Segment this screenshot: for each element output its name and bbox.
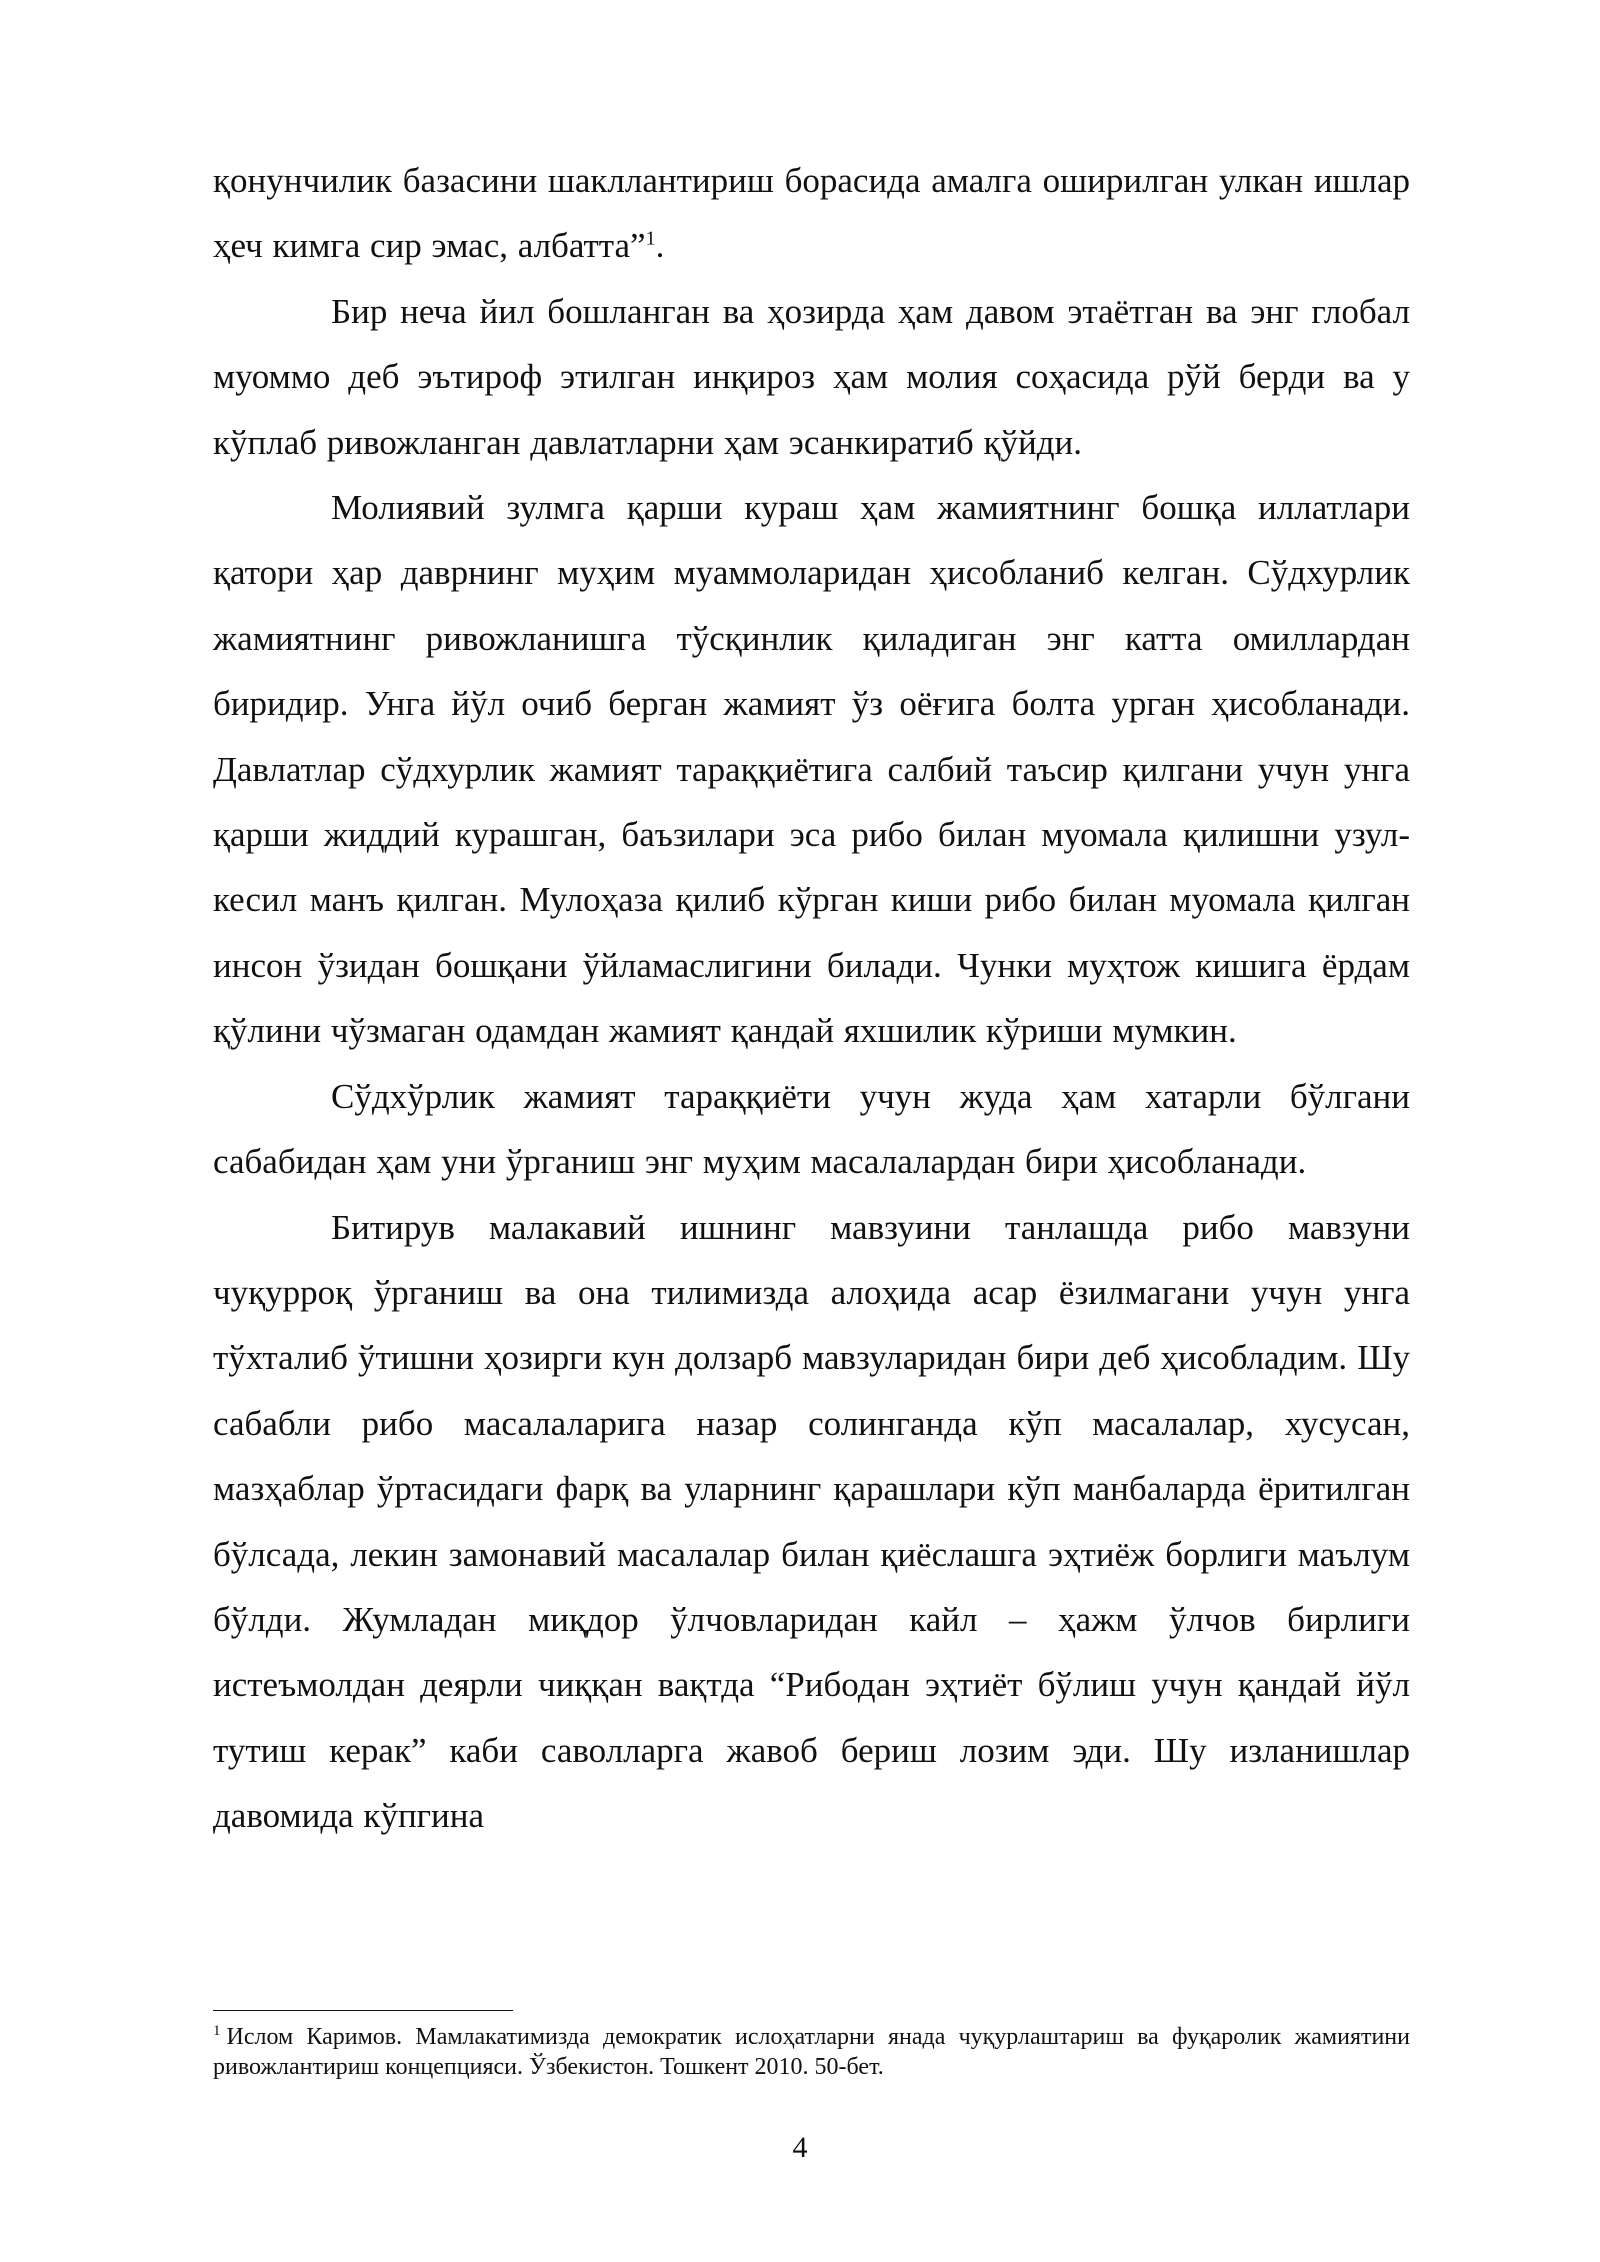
footnote-text: Ислом Каримов. Мамлакатимизда демократик ислоҳатларни янада чуқурлаштариш ва фуқаролик жамиятини ривожлантириш концепцияси. Ўзбекистон. Тошкент 2010. 50-бет. — [213, 2024, 1410, 2080]
paragraph-trailing-text: . — [655, 226, 665, 266]
paragraph: Молиявий зулмга қарши кураш ҳам жамиятнинг бошқа иллатлари қатори ҳар даврнинг муҳим муаммоларидан ҳисобланиб келган. Сўдхурлик жамиятнинг ривожланишга тўсқинлик қиладиган энг катта омиллардан биридир. Унга йўл очиб берган жамият ўз оёғига болта урган ҳисобланади. Давлатлар сўдхурлик жамият тараққиётига салбий таъсир қилгани учун унга қарши жиддий курашган, баъзилари эса рибо билан муомала қилишни узул-кесил манъ қилган. Мулоҳаза қилиб кўрган киши рибо билан муомала қилган инсон ўзидан бошқани ўйламаслигини билади. Чунки муҳтож кишига ёрдам қўлини чўзмаган одамдан жамият қандай яхшилик кўриши мумкин. — [213, 488, 1410, 1051]
footnote — [213, 2022, 1410, 2082]
paragraph — [213, 148, 1410, 279]
paragraph-text: қонунчилик базасини шакллантириш борасида амалга оширилган улкан ишлар ҳеч кимга сир эмас, албатта” — [213, 161, 1410, 266]
footnote-number: 1 — [213, 2023, 221, 2039]
paragraph: Сўдхўрлик жамият тараққиёти учун жуда ҳам хатарли бўлгани сабабидан ҳам уни ўрганиш энг муҳим масалалардан бири ҳисобланади. — [213, 1076, 1410, 1182]
footnote-separator — [213, 2010, 513, 2011]
footnote-reference[interactable]: 1 — [645, 227, 656, 250]
paragraph: Битирув малакавий ишнинг мавзуини танлашда рибо мавзуни чуқурроқ ўрганиш ва она тилимизда алоҳида асар ёзилмагани учун унга тўхталиб ўтишни ҳозирги кун долзарб мавзуларидан бири деб ҳисобладим. Шу сабабли рибо масалаларига назар солинганда кўп масалалар, хусусан, мазҳаблар ўртасидаги фарқ ва уларнинг қарашлари кўп манбаларда ёритилган бўлсада, лекин замонавий масалалар билан қиёслашга эҳтиёж борлиги маълум бўлди. Жумладан миқдор ўлчовларидан кайл – ҳажм ўлчов бирлиги истеъмолдан деярли чиққан вақтда “Рибодан эҳтиёт бўлиш учун қандай йўл тутиш керак” каби саволларга жавоб бериш лозим эди. Шу изланишлар давомида кўпгина — [213, 1207, 1410, 1836]
page-number: 4 — [792, 2131, 808, 2164]
body-text — [213, 148, 1410, 1849]
paragraph: Бир неча йил бошланган ва ҳозирда ҳам давом этаётган ва энг глобал муоммо деб эътироф этилган инқироз ҳам молия соҳасида рўй берди ва у кўплаб ривожланган давлатларни ҳам эсанкиратиб қўйди. — [213, 291, 1410, 462]
